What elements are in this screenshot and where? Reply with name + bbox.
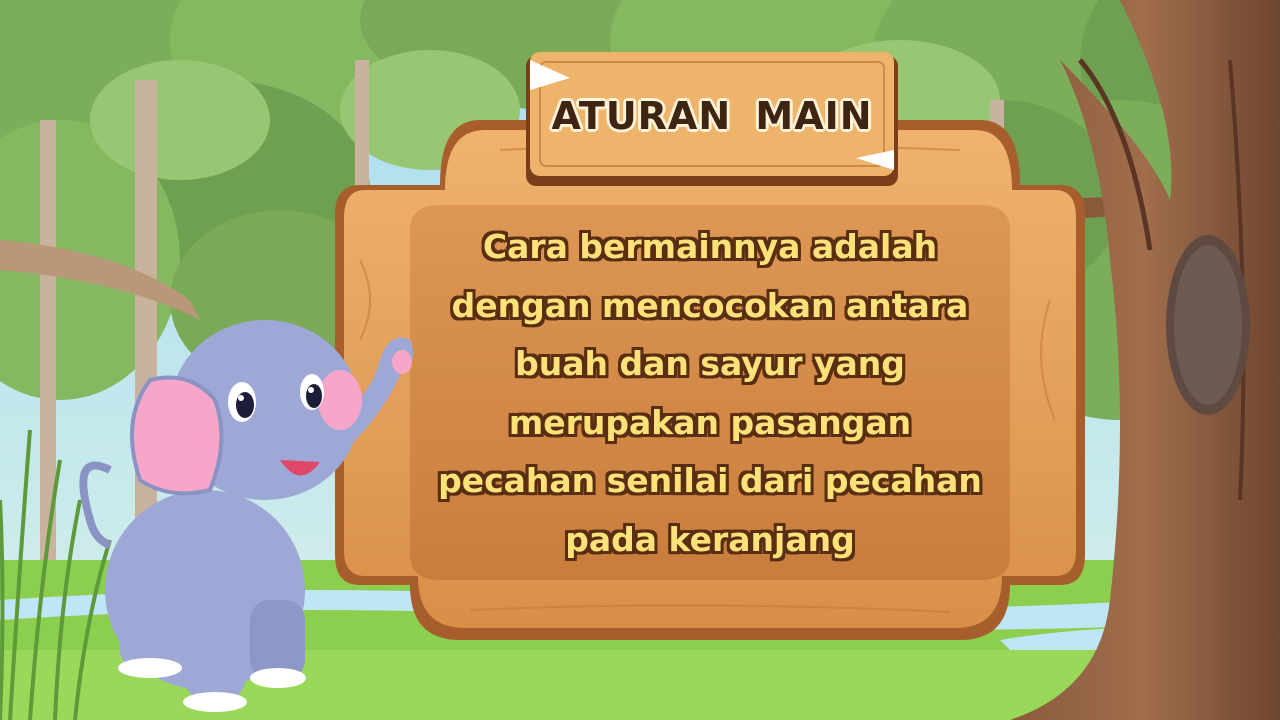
rules-line: buah dan sayur yang	[515, 344, 905, 383]
rules-line: merupakan pasangan	[508, 402, 912, 442]
rules-line: Cara bermainnya adalah	[482, 227, 938, 266]
page-title: ATURAN MAIN	[551, 94, 873, 138]
rules-line: pecahan senilai dari pecahan	[438, 461, 982, 500]
rules-line: pada keranjang	[565, 519, 855, 559]
rules-line: dengan mencocokan antara	[451, 285, 969, 325]
rules-text-block	[400, 218, 1020, 569]
